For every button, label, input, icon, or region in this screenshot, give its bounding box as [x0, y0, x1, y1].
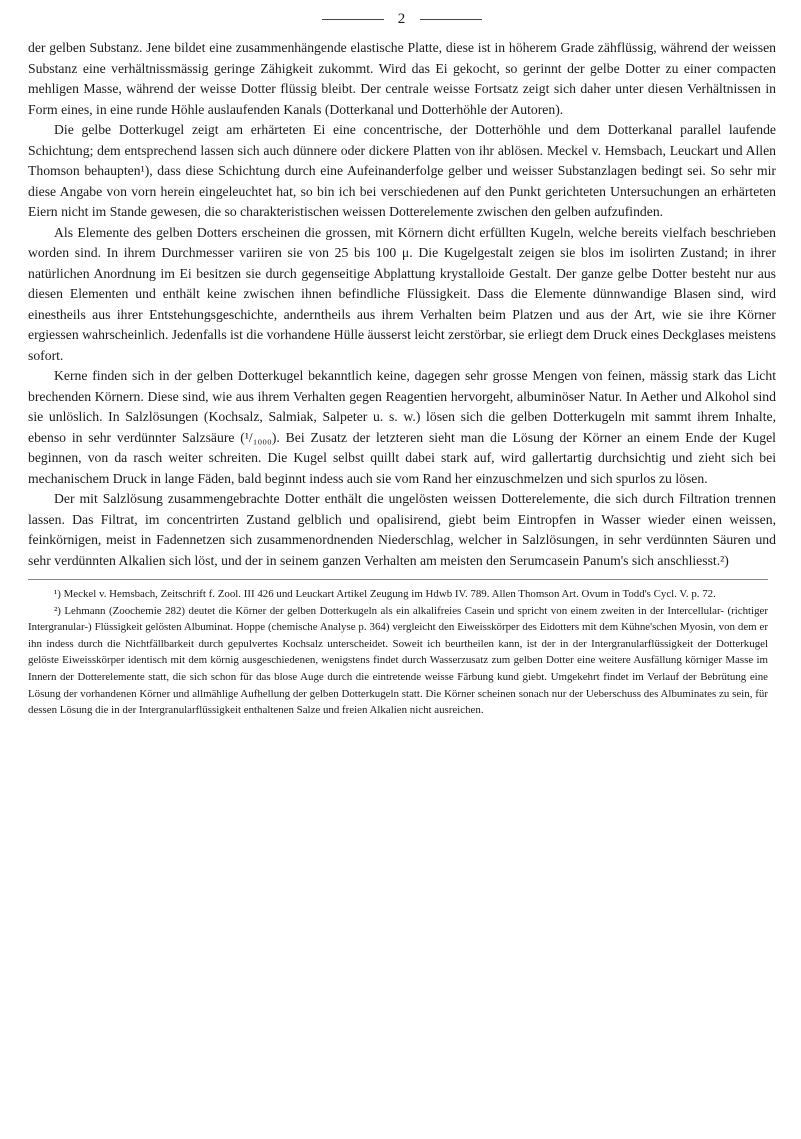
- document-page: [28, 6, 776, 1134]
- footnote-2: ²) Lehmann (Zoochemie 282) deutet die Körner der gelben Dotterkugeln als ein alkalifreies Casein und spricht von einem zweiten in der Intercellular- (richtiger Intergranular-) Flüssigkeit gelösten Albuminat. Hoppe (chemische Analyse p. 364) vergleicht den Eiweisskörper des Eidotters mit dem Kühne'schen Myosin, von dem er ihn indess durch die Nichtfällbarkeit durch gepulvertes Kochsalz unterscheidet. Soweit ich beurtheilen kann, ist der in der Intergranularflüssigkeit der Dotterkugel gelöste Eiweisskörper identisch mit dem körnig ausgeschiedenen, wenigstens findet durch Wasserzusatz zum gelben Dotter eine weitere Ausfällung körniger Masse im Innern der Dotterelemente statt, die sich schon für das blose Auge durch die eintretende weisse Färbung kund giebt. Umgekehrt findet im Verlauf der Bebrütung eine Lösung der vorhandenen Körner und allmählige Aufhellung der gelben Dotterkugeln statt. Die Körner scheinen sonach nur der Ueberschuss des Albuminates zu sein, für dessen Lösung die in der Intergranularflüssigkeit enthaltenen Salze und freien Alkalien nicht ausreichen.: [28, 604, 768, 717]
- footnotes: [28, 579, 768, 719]
- header-rule-right: [420, 19, 482, 20]
- page-number: 2: [397, 10, 407, 27]
- paragraph-3: Als Elemente des gelben Dotters erscheinen die grossen, mit Körnern dicht erfüllten Kugeln, welche bereits vielfach beschrieben worden sind. In ihrem Durchmesser variiren sie von 25 bis 100 μ. Die Kugelgestalt zeigen sie blos im isolirten Zustand; in ihrer natürlichen Anordnung im Ei besitzen sie durch gegenseitige Abplattung krystalloide Gestalt. Der ganze gelbe Dotter besteht nur aus diesen Elementen und enthält keine zwischen ihnen befindliche Flüssigkeit. Dass die Elemente dünnwandige Blasen sind, wird einestheils aus ihrer Entstehungsgeschichte, anderntheils aus ihrem Verhalten beim Platzen und aus der Art, wie sie ihre Körner ergiessen wahrscheinlich. Jedenfalls ist die vorhandene Hülle äusserst leicht zerstörbar, sie erliegt dem Druck eines Deckglases meistens sofort.: [28, 224, 776, 363]
- paragraph-1: der gelben Substanz. Jene bildet eine zusammenhängende elastische Platte, diese ist in höherem Grade zähflüssig, während der weissen Substanz eine verhältnissmässig geringe Zähigkeit zukommt. Wird das Ei gekocht, so gerinnt der gelbe Dotter zu einer compacten mehligen Masse, während der weisse Dotter flüssig bleibt. Der centrale weisse Fortsatz zeigt sich daher unter diesen Verhältnissen in Form eines, in eine runde Höhle auslaufenden Kanals (Dotterkanal und Dotterhöhle der Autoren).: [28, 40, 776, 117]
- page-header: [28, 6, 776, 32]
- paragraph-5: Der mit Salzlösung zusammengebrachte Dotter enthält die ungelösten weissen Dotterelemente, die sich durch Filtration trennen lassen. Das Filtrat, im concentrirten Zustand gelblich und opalisirend, giebt beim Eintropfen in Wasser wieder einen weissen, feinkörnigen, meist in Fadennetzen sich zusammenordnenden Niederschlag, welcher in Salzlösungen, in sehr verdünnten Säuren und sehr verdünnten Alkalien sich löst, und der in seinem ganzen Verhalten am meisten den Serumcasein Panum's sich anschliesst.²): [28, 491, 776, 568]
- paragraph-2: Die gelbe Dotterkugel zeigt am erhärteten Ei eine concentrische, der Dotterhöhle und dem Dotterkanal parallel laufende Schichtung; dem entsprechend lassen sich auch dünnere oder dickere Platten von ihr ablösen. Meckel v. Hemsbach, Leuckart und Allen Thomson behaupten¹), dass diese Schichtung durch eine Aufeinanderfolge gelber und weisser Substanzlagen bedingt sei. So sehr mir diese Angabe von vorn herein eingeleuchtet hat, so bin ich bei verschiedenen auf den Punkt gerichteten Untersuchungen an erhärteten Eiern nicht im Stande gewesen, die so charakteristischen weissen Dotterelemente zwischen den gelben aufzufinden.: [28, 122, 776, 219]
- header-rule-left: [322, 19, 384, 20]
- footnote-1: ¹) Meckel v. Hemsbach, Zeitschrift f. Zool. III 426 und Leuckart Artikel Zeugung im Hdwb IV. 789. Allen Thomson Art. Ovum in Todd's Cycl. V. p. 72.: [54, 588, 716, 600]
- paragraph-4: Kerne finden sich in der gelben Dotterkugel bekanntlich keine, dagegen sehr grosse Mengen von feinen, mässig stark das Licht brechenden Körnern. Diese sind, wie aus ihrem Verhalten gegen Reagentien hervorgeht, albuminöser Natur. In Aether und Alkohol sind sie unlöslich. In Salzlösungen (Kochsalz, Salmiak, Salpeter u. s. w.) lösen sich die gelben Dotterkugeln mit sammt ihrem Inhalte, ebenso in sehr verdünnter Salzsäure (¹/₁₀₀₀). Bei Zusatz der letzteren sieht man die Lösung der Körner an einem Ende der Kugel beginnen, von da rasch weiter schreiten. Die Kugel selbst quillt dabei stark auf, wird gallertartig durchsichtig und zieht sich bei mechanischem Druck in lange Fäden, bald beginnt indess auch sie vom Rand her einzuschmelzen und sich spurlos zu lösen.: [28, 368, 776, 486]
- body-text: [28, 38, 776, 571]
